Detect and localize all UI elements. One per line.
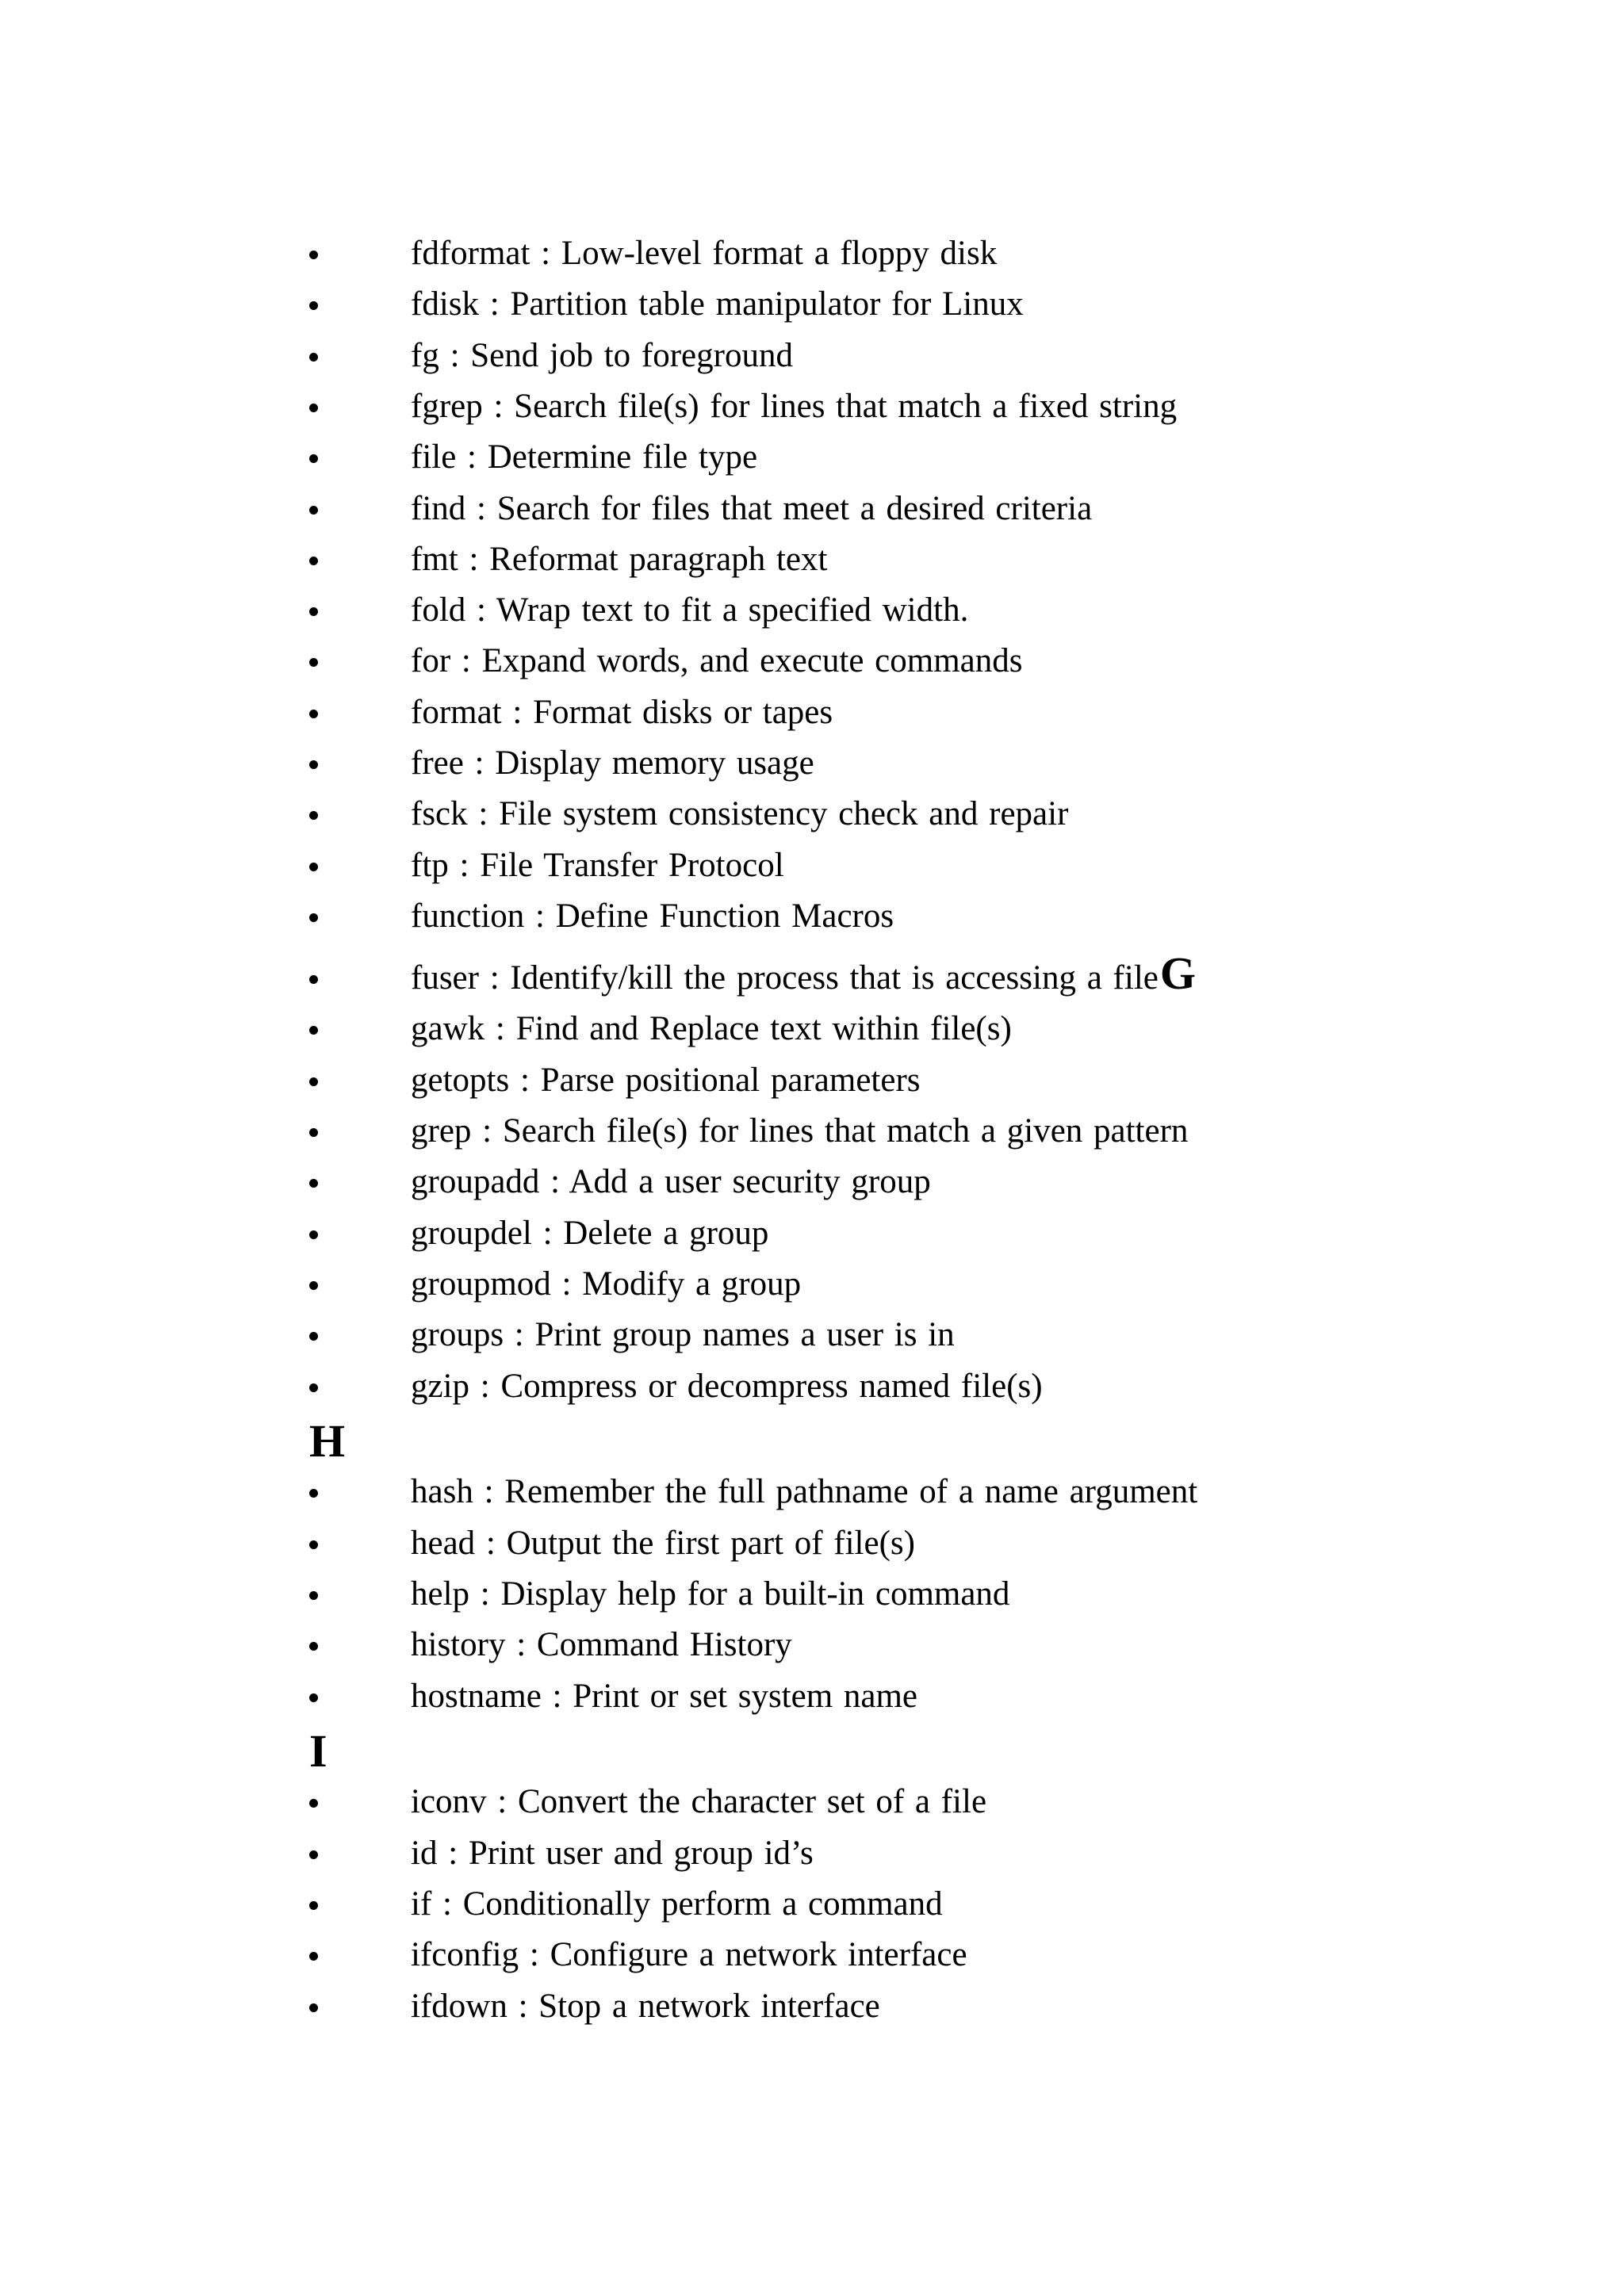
bullet-icon bbox=[309, 913, 318, 922]
bullet-icon bbox=[309, 1026, 318, 1035]
list-item-text: fsck : File system consistency check and repair bbox=[411, 795, 1069, 832]
list-item bbox=[0, 1361, 1624, 1412]
list-item bbox=[0, 1981, 1624, 2032]
list-item-text: ifconfig : Configure a network interface bbox=[411, 1936, 967, 1973]
list-item-text: groupmod : Modify a group bbox=[411, 1265, 802, 1303]
bullet-icon bbox=[309, 1642, 318, 1651]
bullet-icon bbox=[309, 607, 318, 616]
bullet-icon bbox=[309, 1179, 318, 1188]
list-item-text: hash : Remember the full pathname of a name argument bbox=[411, 1473, 1198, 1510]
list-item bbox=[0, 1620, 1624, 1670]
list-item bbox=[0, 1828, 1624, 1879]
list-item-text: file : Determine file type bbox=[411, 438, 758, 476]
bullet-icon bbox=[309, 1799, 318, 1808]
list-item bbox=[0, 1106, 1624, 1157]
list-item-text: groupadd : Add a user security group bbox=[411, 1163, 931, 1200]
list-item-text: grep : Search file(s) for lines that match a given pattern bbox=[411, 1112, 1189, 1150]
list-item-text: fmt : Reformat paragraph text bbox=[411, 541, 828, 578]
list-item bbox=[0, 1930, 1624, 1980]
bullet-icon bbox=[309, 1128, 318, 1137]
bullet-icon bbox=[309, 1332, 318, 1341]
list-item-text: iconv : Convert the character set of a file bbox=[411, 1783, 987, 1820]
bullet-icon bbox=[309, 710, 318, 718]
list-item bbox=[0, 1055, 1624, 1106]
list-item bbox=[0, 1671, 1624, 1722]
bullet-icon bbox=[309, 1850, 318, 1859]
list-item-text: hostname : Print or set system name bbox=[411, 1678, 918, 1715]
list-item bbox=[0, 432, 1624, 483]
list-item bbox=[0, 840, 1624, 891]
list-item-text: ftp : File Transfer Protocol bbox=[411, 847, 784, 884]
list-item bbox=[0, 484, 1624, 534]
bullet-icon bbox=[309, 353, 318, 362]
list-item-text: format : Format disks or tapes bbox=[411, 694, 833, 731]
bullet-icon bbox=[309, 1952, 318, 1961]
list-item bbox=[0, 534, 1624, 585]
list-item bbox=[0, 891, 1624, 942]
list-item-text: id : Print user and group id’s bbox=[411, 1835, 814, 1872]
list-item-text: getopts : Parse positional parameters bbox=[411, 1062, 921, 1099]
bullet-icon bbox=[309, 1383, 318, 1392]
list-item-text: history : Command History bbox=[411, 1626, 792, 1663]
section-heading-g: G bbox=[1159, 947, 1196, 999]
list-item-text: for : Expand words, and execute commands bbox=[411, 642, 1023, 679]
list-item-text: fgrep : Search file(s) for lines that match a fixed string bbox=[411, 388, 1178, 425]
list-item bbox=[0, 1467, 1624, 1517]
bullet-icon bbox=[309, 658, 318, 667]
bullet-icon bbox=[309, 404, 318, 412]
list-item-text: gzip : Compress or decompress named file(s) bbox=[411, 1368, 1043, 1405]
list-item-text: if : Conditionally perform a command bbox=[411, 1885, 943, 1923]
bullet-icon bbox=[309, 1540, 318, 1549]
list-item-text: fuser : Identify/kill the process that is accessing a fileG bbox=[411, 947, 1196, 999]
list-item-text: ifdown : Stop a network interface bbox=[411, 1988, 880, 2025]
bullet-icon bbox=[309, 301, 318, 310]
bullet-icon bbox=[309, 1901, 318, 1910]
section-heading-i: I bbox=[309, 1724, 327, 1777]
list-item-text: function : Define Function Macros bbox=[411, 897, 894, 935]
bullet-icon bbox=[309, 1591, 318, 1600]
bullet-icon bbox=[309, 1693, 318, 1702]
list-item bbox=[0, 381, 1624, 432]
bullet-icon bbox=[309, 1281, 318, 1290]
list-item-text: fg : Send job to foreground bbox=[411, 337, 793, 374]
bullet-icon bbox=[309, 1230, 318, 1239]
list-item bbox=[0, 789, 1624, 840]
bullet-icon bbox=[309, 863, 318, 871]
bullet-icon bbox=[309, 2003, 318, 2012]
bullet-icon bbox=[309, 760, 318, 769]
bullet-icon bbox=[309, 975, 318, 984]
list-item bbox=[0, 947, 1624, 1004]
bullet-icon bbox=[309, 811, 318, 820]
bullet-icon bbox=[309, 454, 318, 463]
list-item bbox=[0, 1569, 1624, 1620]
list-item-text: help : Display help for a built-in command bbox=[411, 1575, 1010, 1613]
list-item bbox=[0, 1777, 1624, 1827]
list-item bbox=[0, 279, 1624, 330]
section-heading-h: H bbox=[309, 1414, 346, 1467]
list-item-text: head : Output the first part of file(s) bbox=[411, 1525, 915, 1562]
list-item bbox=[0, 738, 1624, 789]
bullet-icon bbox=[309, 557, 318, 565]
list-item bbox=[0, 636, 1624, 687]
list-item bbox=[0, 1157, 1624, 1207]
list-item bbox=[0, 1208, 1624, 1259]
list-item-text: groups : Print group names a user is in bbox=[411, 1316, 955, 1353]
bullet-icon bbox=[309, 506, 318, 515]
list-item bbox=[0, 331, 1624, 381]
bullet-icon bbox=[309, 251, 318, 259]
list-item bbox=[0, 228, 1624, 279]
list-item bbox=[0, 1879, 1624, 1930]
list-item bbox=[0, 687, 1624, 738]
list-item-text: fdformat : Low-level format a floppy disk bbox=[411, 235, 998, 272]
list-item bbox=[0, 1310, 1624, 1360]
list-item-text: free : Display memory usage bbox=[411, 744, 814, 782]
list-item-text: gawk : Find and Replace text within file(s) bbox=[411, 1010, 1012, 1047]
bullet-icon bbox=[309, 1077, 318, 1086]
list-item-text: find : Search for files that meet a desired criteria bbox=[411, 490, 1093, 527]
list-item-text: fold : Wrap text to fit a specified width. bbox=[411, 591, 969, 629]
list-item bbox=[0, 1518, 1624, 1569]
list-item-text: fdisk : Partition table manipulator for Linux bbox=[411, 285, 1024, 323]
list-item bbox=[0, 1259, 1624, 1310]
list-item bbox=[0, 1004, 1624, 1054]
list-item bbox=[0, 585, 1624, 636]
bullet-icon bbox=[309, 1489, 318, 1498]
list-item-text: groupdel : Delete a group bbox=[411, 1215, 769, 1252]
